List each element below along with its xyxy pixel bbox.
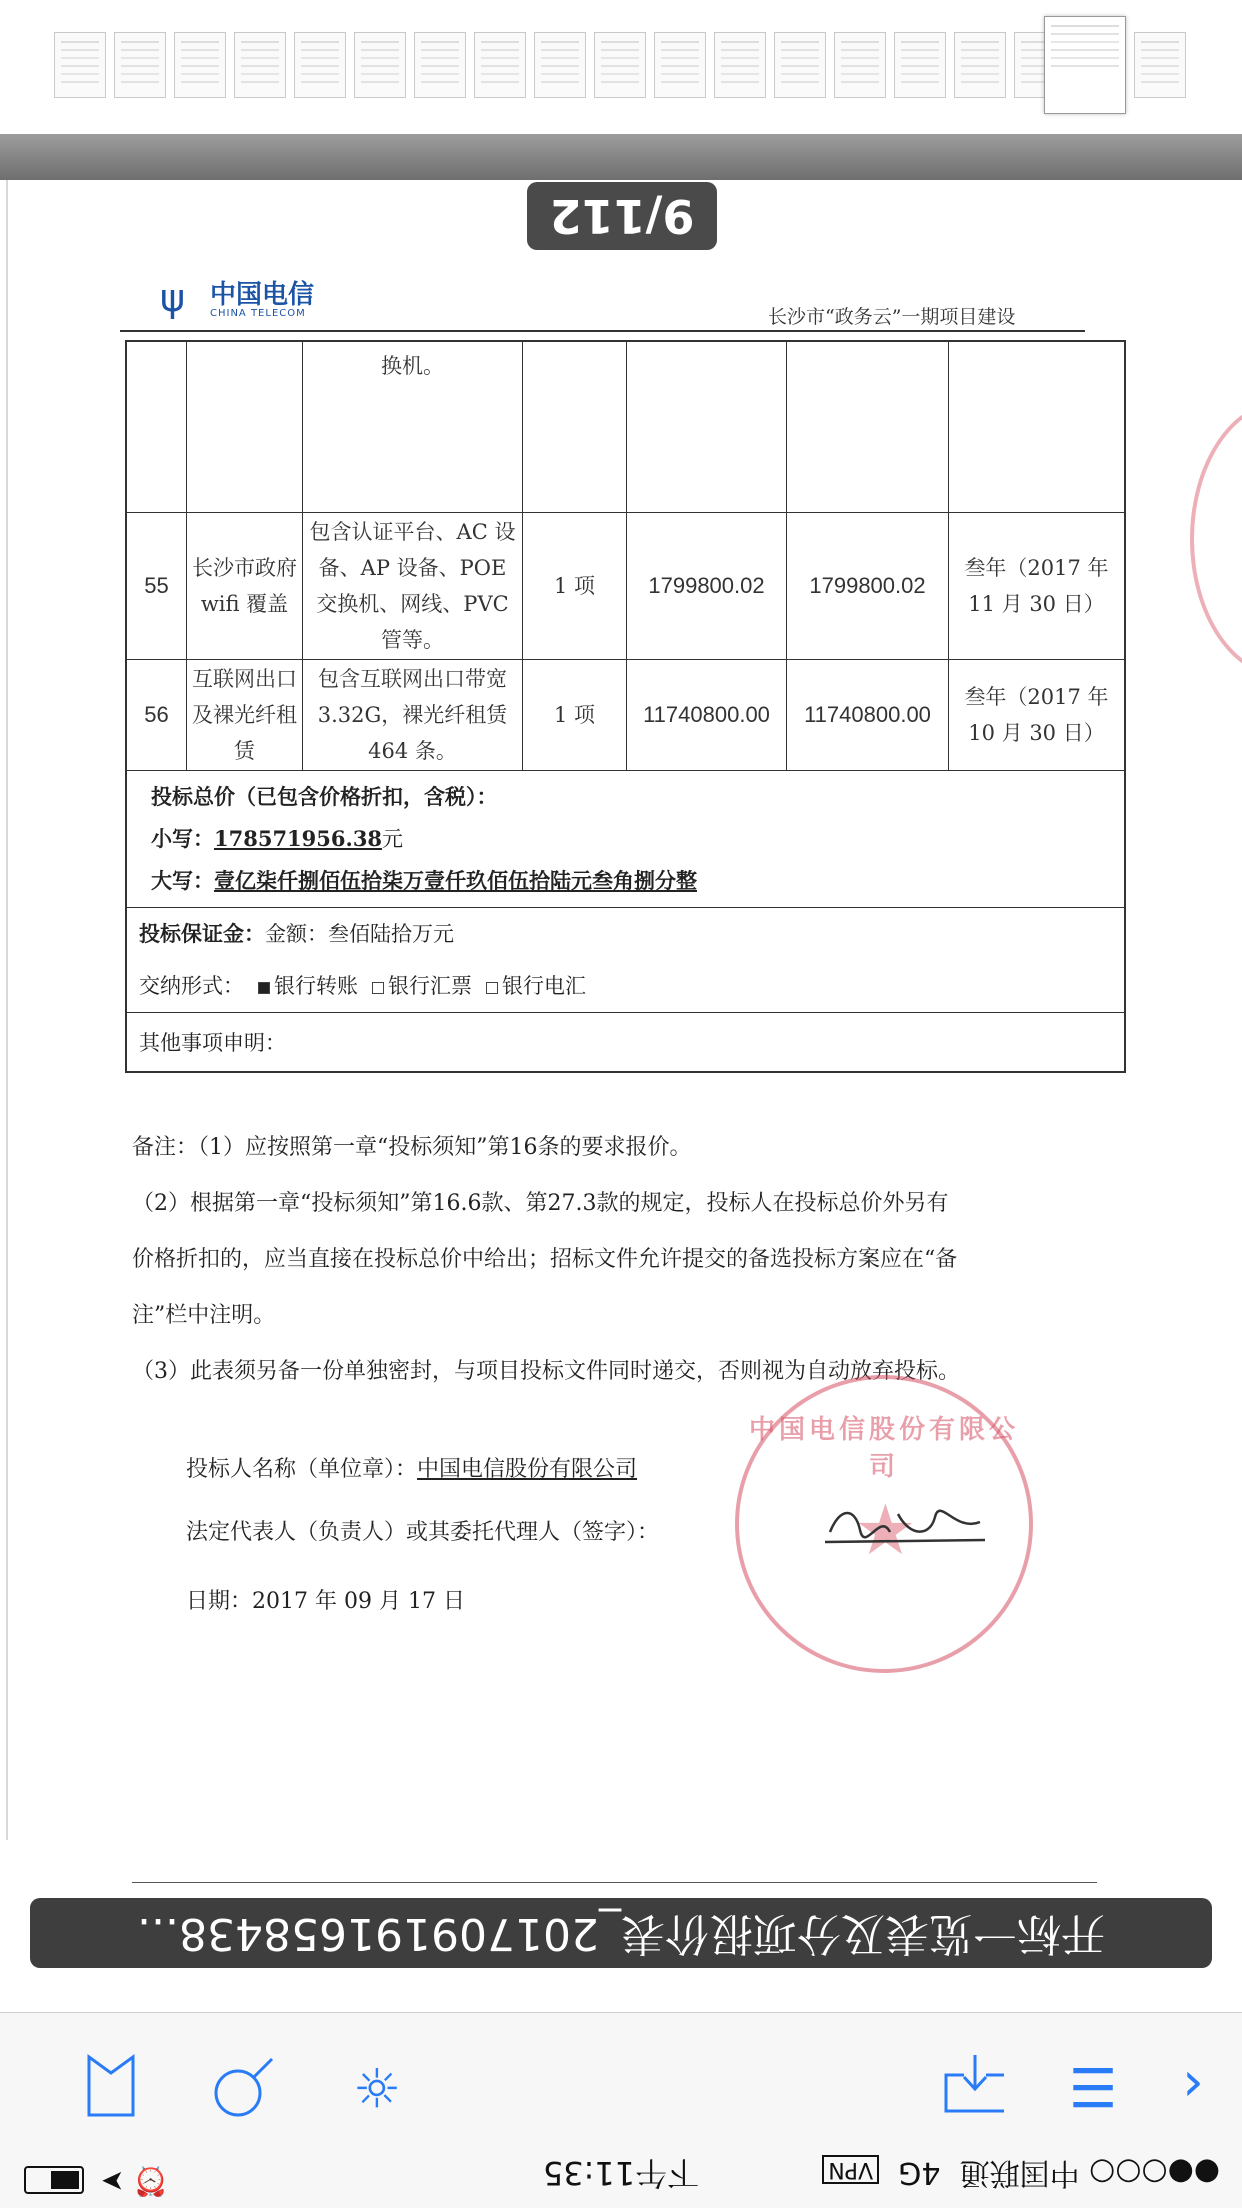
status-icons (24, 2165, 168, 2198)
item-name: 互联网出口及裸光纤租赁 (187, 660, 303, 770)
item-qty: 1 项 (523, 660, 627, 770)
service-term: 叁年（2017 年 11 月 30 日） (964, 556, 1109, 616)
table-row (127, 342, 1124, 513)
current-page-thumbnail[interactable] (1044, 16, 1126, 114)
item-name: 长沙市政府 wifi 覆盖 (187, 513, 303, 659)
checkbox-checked-icon (258, 982, 270, 994)
table-row (127, 660, 1124, 771)
deposit-label: 投标保证金： (139, 921, 265, 946)
bottom-toolbar (0, 2012, 1242, 2153)
deposit-block (127, 908, 1124, 1013)
page-thumbnail[interactable] (774, 32, 826, 98)
logo-en-text: CHINA TELECOM (210, 308, 306, 319)
logo-cn-text: 中国电信 (210, 280, 315, 310)
bidder-line (186, 1452, 637, 1483)
total-label: 投标总价（已包含价格折扣，含税）： (151, 784, 498, 809)
row-no: 55 (127, 513, 187, 659)
page-thumbnail[interactable] (234, 32, 286, 98)
unit-price: 1799800.02 (627, 513, 787, 659)
clock: 下午11:35 (542, 2154, 700, 2192)
download-icon[interactable] (940, 2051, 1010, 2121)
item-qty: 1 项 (523, 513, 627, 659)
deposit-value: 金额：叁佰陆拾万元 (265, 922, 454, 946)
date-line (186, 1584, 465, 1615)
page-thumbnail[interactable] (894, 32, 946, 98)
big-label: 大写： (151, 868, 214, 893)
total-price: 1799800.02 (787, 513, 949, 659)
page-thumbnail[interactable] (534, 32, 586, 98)
list-icon[interactable]: ☰ (1068, 2055, 1118, 2118)
page-thumbnail[interactable] (714, 32, 766, 98)
note-line: 注”栏中注明。 (132, 1303, 276, 1328)
page-thumbnail-strip[interactable] (0, 0, 1242, 128)
bidder-value: 中国电信股份有限公司 (417, 1457, 638, 1482)
footer-rule (132, 1882, 1097, 1883)
page-thumbnail[interactable] (174, 32, 226, 98)
row-no: 56 (127, 660, 187, 770)
page-thumbnail[interactable] (114, 32, 166, 98)
notes-section (132, 1120, 1112, 1400)
small-unit: 元 (382, 827, 404, 851)
note-line: 备注：（1）应按照第一章“投标须知”第16条的要求报价。 (132, 1135, 692, 1160)
payment-option: 银行汇票 (388, 974, 472, 998)
page-thumbnail[interactable] (1134, 32, 1186, 98)
other-label: 其他事项申明： (139, 1031, 286, 1055)
header-rule (120, 330, 1085, 332)
alarm-icon: ⏰ (133, 2165, 169, 2198)
vpn-badge: VPN (822, 2155, 879, 2184)
bookmark-icon[interactable] (76, 2051, 146, 2121)
brightness-icon[interactable]: ☼ (352, 2055, 402, 2118)
total-price: 11740800.00 (787, 660, 949, 770)
page-edge (6, 180, 8, 1840)
seal-text: 中国电信股份有限公司 (748, 1415, 1019, 1482)
table-row (127, 513, 1124, 660)
page-thumbnail[interactable] (834, 32, 886, 98)
checkbox-icon (486, 982, 498, 994)
network-type: 4G (898, 2155, 941, 2190)
item-content: 包含认证平台、AC 设备、AP 设备、POE 交换机、网线、PVC 管等。 (303, 513, 523, 659)
thumbnail-divider (0, 134, 1242, 180)
other-block (127, 1013, 1124, 1071)
representative-line (186, 1515, 659, 1546)
star-icon: ★ (854, 1489, 917, 1571)
note-line: （3）此表须另备一份单独密封，与项目投标文件同时递交，否则视为自动放弃投标。 (132, 1359, 960, 1384)
search-icon[interactable] (208, 2051, 278, 2121)
page-thumbnail[interactable] (654, 32, 706, 98)
battery-icon (24, 2166, 84, 2194)
page-indicator: 9/112 (527, 182, 717, 250)
price-table (125, 340, 1126, 1073)
small-label: 小写： (151, 826, 214, 851)
payment-option: 银行电汇 (502, 974, 586, 998)
project-header: 长沙市“政务云”一期项目建设 (768, 306, 1016, 328)
bidder-label: 投标人名称（单位章）： (186, 1457, 418, 1482)
chevron-right-icon[interactable]: ‹ (1182, 2055, 1204, 2118)
item-content: 包含互联网出口带宽 3.32G，裸光纤租赁 464 条。 (303, 660, 523, 770)
page-thumbnail[interactable] (414, 32, 466, 98)
big-value: 壹亿柒仟捌佰伍拾柒万壹仟玖佰伍拾陆元叁角捌分整 (214, 868, 697, 893)
page-thumbnail[interactable] (54, 32, 106, 98)
payment-label: 交纳形式： (139, 974, 244, 998)
checkbox-icon (372, 982, 384, 994)
date-label: 日期： (186, 1589, 253, 1614)
page-thumbnail[interactable] (474, 32, 526, 98)
rep-label: 法定代表人（负责人）或其委托代理人（签字）： (186, 1520, 660, 1545)
page-thumbnail[interactable] (294, 32, 346, 98)
filename-label: 开标一览表及分项报价表_20170919165843​8... (30, 1898, 1212, 1968)
unit-price: 11740800.00 (627, 660, 787, 770)
handwritten-signature (820, 1502, 990, 1546)
note-line: （2）根据第一章“投标须知”第16.6款、第27.3款的规定，投标人在投标总价外另有 (132, 1191, 949, 1216)
total-price-block (127, 771, 1124, 908)
page-thumbnail[interactable] (954, 32, 1006, 98)
status-bar (0, 2152, 1242, 2208)
telecom-logo-icon: ψ (160, 276, 186, 320)
payment-option: 银行转账 (274, 974, 358, 998)
page-thumbnail[interactable] (594, 32, 646, 98)
small-value: 178571956.38 (214, 826, 383, 851)
note-line: 价格折扣的，应当直接在投标总价中给出；招标文件允许提交的备选投标方案应在“备 (132, 1247, 958, 1272)
content-cell: 换机。 (303, 342, 523, 512)
location-icon: ➤ (100, 2165, 125, 2198)
carrier-name: ●●○○○ 中国联通 (959, 2155, 1220, 2190)
service-term: 叁年（2017 年 10 月 30 日） (964, 685, 1109, 745)
page-thumbnail[interactable] (354, 32, 406, 98)
date-value: 2017 年 09 月 17 日 (252, 1589, 465, 1614)
